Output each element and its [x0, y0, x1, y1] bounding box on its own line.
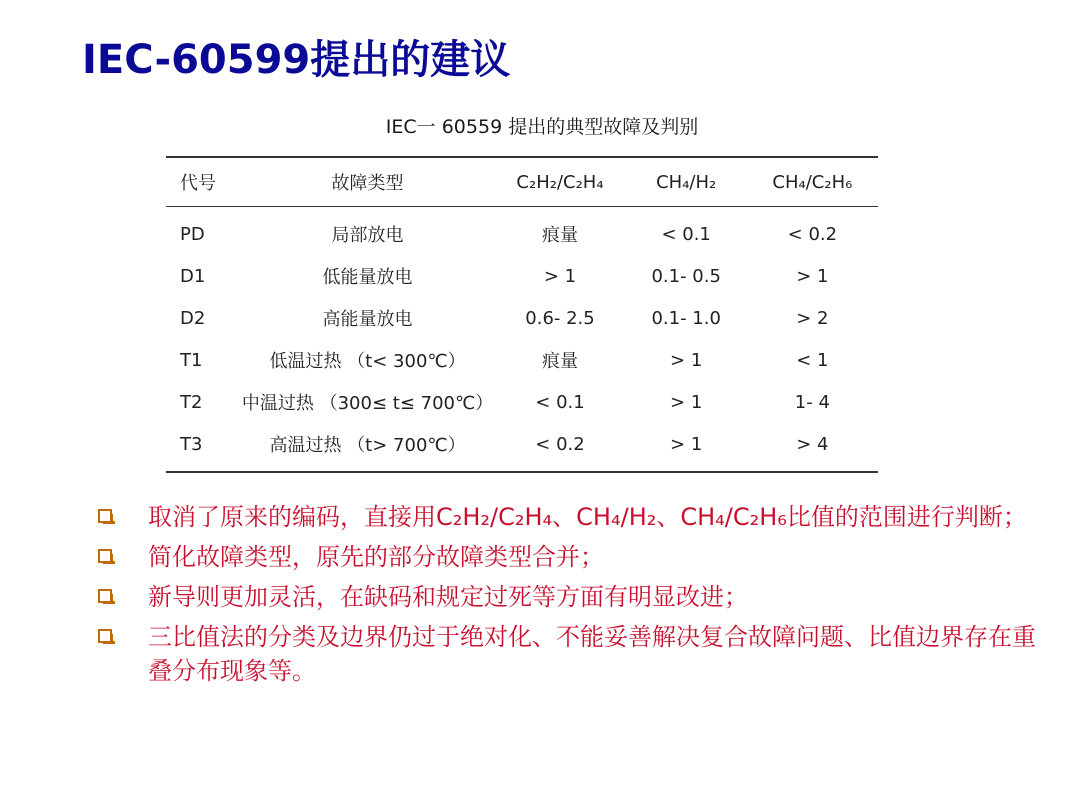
table-row [166, 207, 878, 256]
header-code: 代号 [166, 157, 241, 207]
list-item [96, 580, 1046, 614]
cell-ratio-1: 痕量 [542, 351, 578, 372]
table-row [166, 339, 878, 381]
table-caption: IEC一 60559 提出的典型故障及判别 [385, 116, 699, 138]
cell-ratio-3: < 1 [796, 349, 829, 371]
cell-ratio-2: > 1 [670, 391, 703, 413]
cell-ratio-2: 0.1- 1.0 [651, 307, 721, 329]
note-text: 三比值法的分类及边界仍过于绝对化、不能妥善解决复合故障问题、比值边界存在重叠分布现象等。 [148, 623, 1036, 685]
fault-table-block [166, 110, 878, 473]
cell-code: PD [180, 223, 205, 245]
table-row [166, 297, 878, 339]
note-text: 简化故障类型，原先的部分故障类型合并； [148, 543, 604, 571]
cell-code: D1 [180, 265, 206, 287]
cell-ratio-2: < 0.1 [661, 223, 711, 245]
cell-code: T2 [180, 391, 203, 413]
cell-fault-type: 低温过热 （t< 300℃） [269, 351, 466, 372]
list-item [96, 620, 1046, 688]
cell-ratio-3: < 0.2 [787, 223, 838, 245]
cell-ratio-3: > 2 [796, 307, 829, 329]
table-row [166, 381, 878, 423]
header-ratio-ch4-h2: CH₄/H₂ [626, 157, 747, 207]
cell-fault-type: 高能量放电 [322, 309, 413, 330]
checkbox-bullet-icon [98, 509, 112, 523]
checkbox-bullet-icon [98, 629, 112, 643]
cell-fault-type: 中温过热 （300≤ t≤ 700℃） [241, 393, 494, 414]
cell-ratio-3: > 4 [796, 433, 829, 455]
notes-list [96, 500, 1046, 694]
cell-ratio-2: 0.1- 0.5 [651, 265, 721, 287]
cell-ratio-1: > 1 [543, 265, 577, 287]
cell-code: T1 [180, 349, 203, 371]
table-row [166, 423, 878, 472]
cell-code: T3 [180, 433, 203, 455]
header-ratio-ch4-c2h6: CH₄/C₂H₆ [747, 157, 878, 207]
cell-ratio-3: 1- 4 [794, 391, 830, 413]
cell-fault-type: 局部放电 [331, 225, 404, 246]
cell-ratio-2: > 1 [670, 433, 703, 455]
cell-ratio-2: > 1 [670, 349, 703, 371]
table-header-row [166, 157, 878, 207]
cell-ratio-1: < 0.1 [535, 391, 585, 413]
cell-ratio-1: 0.6- 2.5 [525, 307, 595, 329]
cell-ratio-3: > 1 [796, 265, 829, 287]
cell-ratio-1: 痕量 [542, 225, 578, 246]
header-fault-type: 故障类型 [241, 157, 495, 207]
table-row [166, 255, 878, 297]
list-item [96, 500, 1046, 534]
cell-ratio-1: < 0.2 [535, 433, 585, 455]
note-text: 取消了原来的编码，直接用C₂H₂/C₂H₄、CH₄/H₂、CH₄/C₂H₆比值的范围进行判断； [148, 503, 1027, 531]
fault-table [166, 156, 878, 473]
slide-title: IEC-60599提出的建议 [82, 37, 511, 83]
checkbox-bullet-icon [98, 549, 112, 563]
cell-fault-type: 高温过热 （t> 700℃） [269, 435, 466, 456]
note-text: 新导则更加灵活，在缺码和规定过死等方面有明显改进； [148, 583, 748, 611]
cell-fault-type: 低能量放电 [322, 267, 413, 288]
list-item [96, 540, 1046, 574]
header-ratio-c2h2-c2h4: C₂H₂/C₂H₄ [494, 157, 625, 207]
cell-code: D2 [180, 307, 206, 329]
checkbox-bullet-icon [98, 589, 112, 603]
